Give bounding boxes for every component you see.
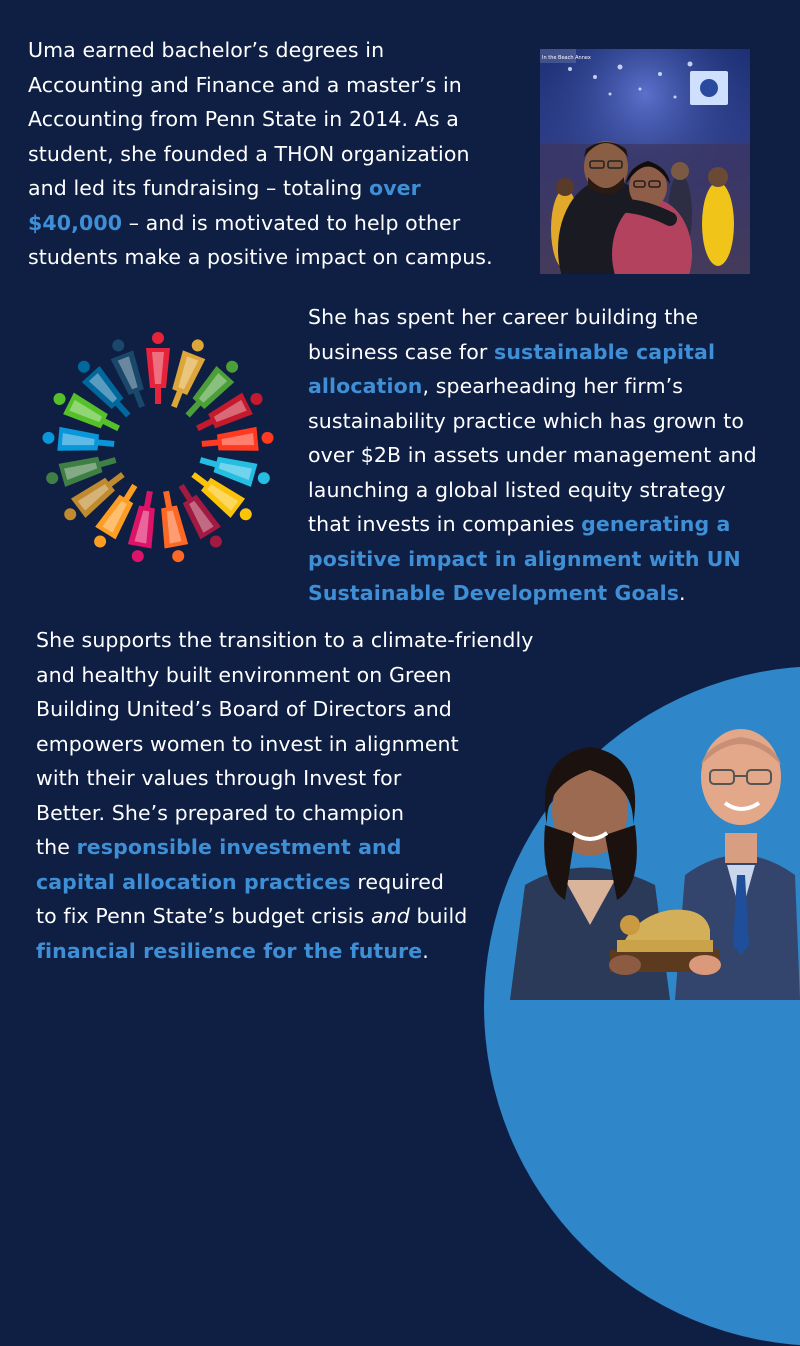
sdg-color-wheel-icon (38, 328, 278, 568)
text-run: . (679, 581, 686, 605)
text-line (36, 934, 533, 969)
text-run: build (409, 904, 468, 928)
text-run: that invests in companies (308, 512, 582, 536)
text-run: . (422, 938, 429, 963)
text-line: and healthy built environment on Green (36, 662, 452, 687)
highlight-text: capital allocation practices (36, 869, 351, 894)
text-line: She has spent her career building the (308, 305, 699, 329)
sdg-figure-icon (201, 425, 275, 456)
text-line: launching a global listed equity strategy (308, 477, 726, 502)
text-line (308, 335, 757, 370)
text-line: sustainability practice which has grown to (308, 408, 744, 433)
text-line: over $2B in assets under management and (308, 443, 757, 467)
thon-event-photo (540, 49, 750, 274)
text-line: empowers women to invest in alignment (36, 731, 459, 756)
text-line (308, 576, 757, 611)
text-run: – and is motivated to help other (122, 210, 461, 235)
career-paragraph (308, 300, 757, 611)
highlight-text: $40,000 (28, 210, 123, 235)
highlight-text: generating a (581, 512, 731, 536)
sdg-figure-icon (146, 332, 170, 404)
text-line: She supports the transition to a climate-friendly (36, 628, 534, 652)
board-paragraph (36, 623, 533, 968)
text-line: student, she founded a THON organization (28, 141, 470, 166)
sign-text: In the Beach Annex (542, 55, 591, 61)
text-line (36, 830, 533, 865)
highlight-text: sustainable capital (494, 339, 716, 364)
sdg-figure-icon (125, 489, 162, 564)
sdg-figure-icon (41, 425, 115, 456)
text-run: the (36, 835, 77, 859)
text-line: with their values through Invest for (36, 766, 402, 790)
highlight-text: financial resilience for the future (36, 938, 423, 963)
text-line (28, 171, 493, 206)
award-photo (505, 715, 800, 1000)
thon-photo-illustration (540, 49, 750, 274)
text-line: Accounting and Finance and a master’s in (28, 72, 462, 97)
text-line: Better. She’s prepared to champion (36, 800, 405, 825)
text-line (36, 899, 533, 934)
text-line: Uma earned bachelor’s degrees in (28, 38, 385, 62)
text-line (28, 206, 493, 241)
text-line (308, 542, 757, 577)
text-run: , spearheading her firm’s (422, 374, 684, 398)
intro-paragraph (28, 33, 493, 275)
text-line: Accounting from Penn State in 2014. As a (28, 107, 459, 131)
text-run: to fix Penn State’s budget crisis (36, 904, 371, 928)
text-run: business case for (308, 339, 495, 364)
text-run: and led its fundraising – totaling (28, 176, 370, 200)
highlight-text: Sustainable Development Goals (308, 581, 680, 605)
highlight-text: allocation (308, 374, 423, 398)
text-line (308, 507, 757, 542)
highlight-text: responsible investment and (76, 835, 402, 859)
text-line: students make a positive impact on campus. (28, 245, 493, 269)
sdg-figure-icon (154, 489, 191, 564)
text-line: Building United’s Board of Directors and (36, 697, 452, 721)
highlight-text: positive impact in alignment with UN (308, 546, 741, 571)
award-photo-illustration (505, 715, 800, 1000)
text-line (36, 865, 533, 900)
text-run: required (350, 869, 445, 894)
highlight-text: over (369, 176, 421, 200)
italic-text: and (370, 904, 410, 928)
text-line (308, 369, 757, 404)
